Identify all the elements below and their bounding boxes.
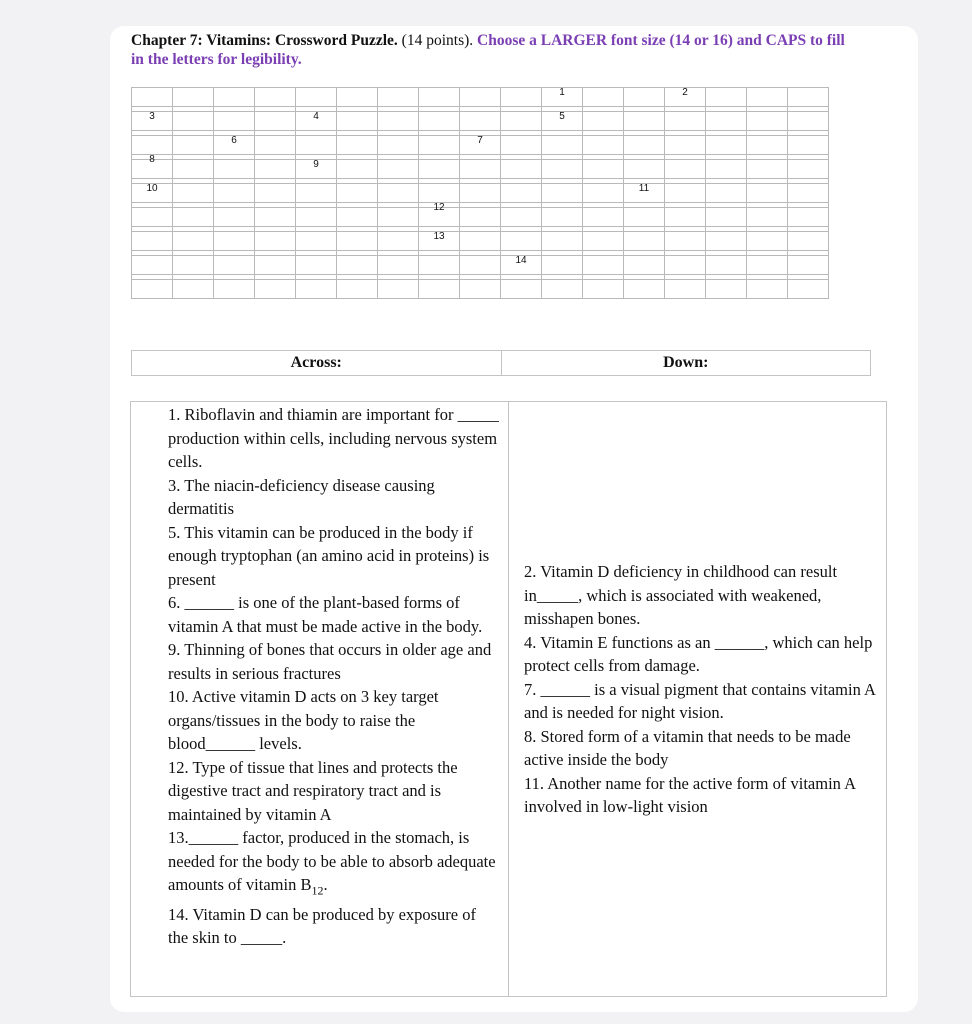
grid-cell[interactable] — [214, 112, 255, 131]
grid-cell[interactable] — [665, 136, 706, 155]
grid-cell[interactable] — [788, 256, 829, 275]
grid-cell[interactable] — [214, 232, 255, 251]
grid-clue-number: 13 — [433, 231, 445, 242]
grid-cell[interactable] — [132, 184, 173, 203]
grid-cell[interactable] — [132, 112, 173, 131]
grid-cell[interactable] — [255, 280, 296, 299]
across-clue-1: 1. Riboflavin and thiamin are important for _____ production within cells, including nervous system cells. — [168, 405, 499, 471]
grid-cell[interactable] — [296, 208, 337, 227]
grid-cell[interactable] — [542, 136, 583, 155]
grid-cell[interactable] — [624, 232, 665, 251]
grid-cell[interactable] — [501, 88, 542, 107]
grid-clue-number: 10 — [146, 183, 158, 194]
grid-cell[interactable] — [214, 280, 255, 299]
grid-cell[interactable] — [460, 208, 501, 227]
title-points: (14 points). — [397, 32, 478, 49]
grid-cell[interactable] — [501, 112, 542, 131]
grid-cell[interactable] — [419, 136, 460, 155]
grid-cell[interactable] — [337, 208, 378, 227]
grid-cell[interactable] — [378, 280, 419, 299]
grid-cell[interactable] — [132, 136, 173, 155]
down-clue-11: 11. Another name for the active form of vitamin A involved in low-light vision — [524, 773, 856, 816]
grid-cell[interactable] — [460, 136, 501, 155]
grid-cell[interactable] — [460, 184, 501, 203]
grid-cell[interactable] — [255, 208, 296, 227]
grid-cell[interactable] — [337, 280, 378, 299]
down-clue-4: 4. Vitamin E functions as an ______, which can help protect cells from damage. — [524, 632, 873, 675]
grid-cell[interactable] — [706, 112, 747, 131]
grid-cell[interactable] — [665, 184, 706, 203]
grid-cell[interactable] — [132, 88, 173, 107]
across-column — [131, 402, 509, 996]
grid-cell[interactable] — [173, 232, 214, 251]
grid-cell[interactable] — [378, 136, 419, 155]
grid-cell[interactable] — [419, 184, 460, 203]
grid-cell[interactable] — [337, 112, 378, 131]
across-clue-13 — [168, 826, 500, 903]
grid-cell[interactable] — [214, 184, 255, 203]
grid-clue-number: 14 — [515, 255, 527, 266]
grid-cell[interactable] — [706, 256, 747, 275]
grid-clue-number: 7 — [477, 135, 483, 146]
down-clue-8: 8. Stored form of a vitamin that needs to be made active inside the body — [524, 726, 851, 769]
grid-cell[interactable] — [419, 232, 460, 251]
grid-cell[interactable] — [788, 88, 829, 107]
grid-cell[interactable] — [255, 136, 296, 155]
grid-cell[interactable] — [665, 112, 706, 131]
grid-cell[interactable] — [173, 160, 214, 179]
grid-cell[interactable] — [337, 88, 378, 107]
grid-cell[interactable] — [542, 184, 583, 203]
grid-cell[interactable] — [173, 184, 214, 203]
grid-cell[interactable] — [173, 136, 214, 155]
grid-cell[interactable] — [501, 136, 542, 155]
grid-cell[interactable] — [337, 184, 378, 203]
grid-cell[interactable] — [665, 88, 706, 107]
grid-clue-number: 9 — [313, 159, 319, 170]
grid-cell[interactable] — [132, 232, 173, 251]
grid-cell[interactable] — [747, 160, 788, 179]
grid-cell[interactable] — [255, 88, 296, 107]
grid-cell[interactable] — [788, 160, 829, 179]
grid-cell[interactable] — [337, 136, 378, 155]
grid-cell[interactable] — [460, 160, 501, 179]
grid-cell[interactable] — [378, 160, 419, 179]
grid-cell[interactable] — [706, 160, 747, 179]
grid-cell[interactable] — [542, 88, 583, 107]
across-clue-13-end: . — [323, 875, 328, 894]
grid-clue-number: 5 — [559, 111, 565, 122]
grid-cell[interactable] — [296, 88, 337, 107]
grid-cell[interactable] — [542, 280, 583, 299]
grid-cell[interactable] — [706, 208, 747, 227]
grid-cell[interactable] — [706, 184, 747, 203]
grid-cell[interactable] — [788, 112, 829, 131]
grid-cell[interactable] — [419, 112, 460, 131]
grid-cell[interactable] — [419, 88, 460, 107]
grid-cell[interactable] — [501, 280, 542, 299]
grid-cell[interactable] — [460, 280, 501, 299]
grid-cell[interactable] — [706, 136, 747, 155]
grid-cell[interactable] — [132, 256, 173, 275]
grid-cell[interactable] — [747, 232, 788, 251]
across-header: Across: — [290, 354, 342, 371]
grid-cell[interactable] — [378, 256, 419, 275]
grid-cell[interactable] — [542, 112, 583, 131]
grid-cell[interactable] — [747, 208, 788, 227]
grid-cell[interactable] — [378, 88, 419, 107]
grid-cell[interactable] — [747, 112, 788, 131]
grid-clue-number: 6 — [231, 135, 237, 146]
grid-cell[interactable] — [419, 160, 460, 179]
grid-cell[interactable] — [747, 256, 788, 275]
grid-cell[interactable] — [747, 88, 788, 107]
grid-clue-number: 8 — [149, 154, 155, 165]
grid-cell[interactable] — [624, 112, 665, 131]
grid-cell[interactable] — [337, 160, 378, 179]
grid-cell[interactable] — [706, 280, 747, 299]
grid-cell[interactable] — [378, 184, 419, 203]
grid-cell[interactable] — [665, 280, 706, 299]
grid-cell[interactable] — [583, 136, 624, 155]
grid-cell[interactable] — [296, 136, 337, 155]
grid-cell[interactable] — [255, 232, 296, 251]
grid-cell[interactable] — [296, 256, 337, 275]
grid-cell[interactable] — [788, 280, 829, 299]
grid-cell[interactable] — [337, 232, 378, 251]
across-clue-10: 10. Active vitamin D acts on 3 key target organs/tissues in the body to raise the blood______ levels. — [168, 687, 439, 753]
grid-cell[interactable] — [419, 256, 460, 275]
across-clue-5: 5. This vitamin can be produced in the body if enough tryptophan (an amino acid in proteins) is present — [168, 522, 490, 589]
grid-clue-number: 3 — [149, 111, 155, 122]
title-instruction: Choose a LARGER font size (14 or 16) and CAPS to fill in the letters for legibility. — [131, 32, 845, 68]
grid-cell[interactable] — [255, 184, 296, 203]
grid-cell[interactable] — [132, 280, 173, 299]
grid-cell[interactable] — [788, 184, 829, 203]
grid-cell[interactable] — [296, 232, 337, 251]
grid-cell[interactable] — [214, 88, 255, 107]
page-title — [131, 31, 861, 69]
grid-cell[interactable] — [296, 184, 337, 203]
grid-cell[interactable] — [624, 136, 665, 155]
grid-cell[interactable] — [624, 160, 665, 179]
grid-cell[interactable] — [255, 112, 296, 131]
grid-cell[interactable] — [296, 112, 337, 131]
grid-cell[interactable] — [583, 160, 624, 179]
across-clue-14: 14. Vitamin D can be produced by exposure of the skin to _____. — [168, 904, 476, 948]
across-clue-12: 12. Type of tissue that lines and protects the digestive tract and respiratory tract and is maintained by vitamin A — [168, 757, 458, 824]
across-clue-13-subscript: 12 — [311, 883, 324, 898]
grid-cell[interactable] — [173, 88, 214, 107]
grid-cell[interactable] — [378, 112, 419, 131]
grid-cell[interactable] — [583, 112, 624, 131]
grid-cell[interactable] — [296, 160, 337, 179]
grid-cell[interactable] — [583, 256, 624, 275]
grid-cell[interactable] — [419, 208, 460, 227]
grid-cell[interactable] — [665, 160, 706, 179]
grid-cell[interactable] — [255, 160, 296, 179]
grid-cell[interactable] — [296, 280, 337, 299]
grid-cell[interactable] — [419, 280, 460, 299]
grid-cell[interactable] — [665, 232, 706, 251]
grid-clue-number: 11 — [638, 183, 650, 194]
down-clue-7: 7. ______ is a visual pigment that contains vitamin A and is needed for night vision. — [524, 679, 876, 722]
grid-cell[interactable] — [706, 88, 747, 107]
grid-cell[interactable] — [788, 208, 829, 227]
grid-cell[interactable] — [624, 280, 665, 299]
grid-clue-number: 1 — [559, 87, 565, 98]
grid-cell[interactable] — [173, 280, 214, 299]
down-header: Down: — [501, 351, 871, 375]
grid-cell[interactable] — [460, 88, 501, 107]
grid-cell[interactable] — [132, 160, 173, 179]
down-clue-2: 2. Vitamin D deficiency in childhood can result in_____, which is associated with weakened, misshapen bones. — [524, 562, 838, 628]
grid-cell[interactable] — [624, 88, 665, 107]
grid-cell[interactable] — [132, 208, 173, 227]
grid-cell[interactable] — [501, 160, 542, 179]
grid-cell[interactable] — [624, 184, 665, 203]
grid-cell[interactable] — [460, 232, 501, 251]
grid-cell[interactable] — [460, 112, 501, 131]
grid-cell[interactable] — [378, 208, 419, 227]
grid-cell[interactable] — [788, 232, 829, 251]
grid-cell[interactable] — [173, 112, 214, 131]
grid-cell[interactable] — [747, 280, 788, 299]
grid-cell[interactable] — [583, 232, 624, 251]
grid-cell[interactable] — [665, 256, 706, 275]
grid-cell[interactable] — [214, 256, 255, 275]
grid-cell[interactable] — [255, 256, 296, 275]
grid-clue-number: 2 — [682, 87, 688, 98]
grid-cell[interactable] — [214, 160, 255, 179]
across-clue-13-text: 13.______ factor, produced in the stomach, is needed for the body to be able to absorb adequate amounts of vitamin B — [168, 828, 496, 894]
across-clue-6: 6. ______ is one of the plant-based forms of vitamin A that must be made active in the body. — [168, 593, 483, 636]
grid-clue-number: 4 — [313, 111, 319, 122]
grid-cell[interactable] — [501, 184, 542, 203]
grid-cell[interactable] — [337, 256, 378, 275]
grid-cell[interactable] — [583, 208, 624, 227]
grid-cell[interactable] — [747, 136, 788, 155]
grid-cell[interactable] — [583, 280, 624, 299]
grid-cell[interactable] — [788, 136, 829, 155]
title-bold: Chapter 7: Vitamins: Crossword Puzzle. — [131, 32, 398, 49]
grid-cell[interactable] — [583, 88, 624, 107]
across-clue-9: 9. Thinning of bones that occurs in older age and results in serious fractures — [168, 640, 492, 683]
grid-cell[interactable] — [501, 256, 542, 275]
across-clue-3: 3. The niacin-deficiency disease causing dermatitis — [168, 475, 435, 518]
grid-cell[interactable] — [378, 232, 419, 251]
grid-cell[interactable] — [706, 232, 747, 251]
grid-cell[interactable] — [460, 256, 501, 275]
down-column — [509, 402, 886, 996]
grid-cell[interactable] — [173, 256, 214, 275]
grid-cell[interactable] — [542, 256, 583, 275]
grid-cell[interactable] — [214, 136, 255, 155]
grid-cell[interactable] — [542, 208, 583, 227]
clues-table — [130, 401, 887, 997]
grid-clue-number: 12 — [433, 202, 445, 213]
grid-cell[interactable] — [747, 184, 788, 203]
crossword-grid[interactable] — [131, 87, 829, 299]
grid-cell[interactable] — [624, 208, 665, 227]
grid-cell[interactable] — [214, 208, 255, 227]
grid-cell[interactable] — [665, 208, 706, 227]
grid-cell[interactable] — [542, 232, 583, 251]
grid-cell[interactable] — [542, 160, 583, 179]
grid-cell[interactable] — [583, 184, 624, 203]
grid-cell[interactable] — [624, 256, 665, 275]
grid-cell[interactable] — [173, 208, 214, 227]
grid-cell[interactable] — [501, 208, 542, 227]
clue-headers — [131, 350, 871, 376]
grid-cell[interactable] — [501, 232, 542, 251]
